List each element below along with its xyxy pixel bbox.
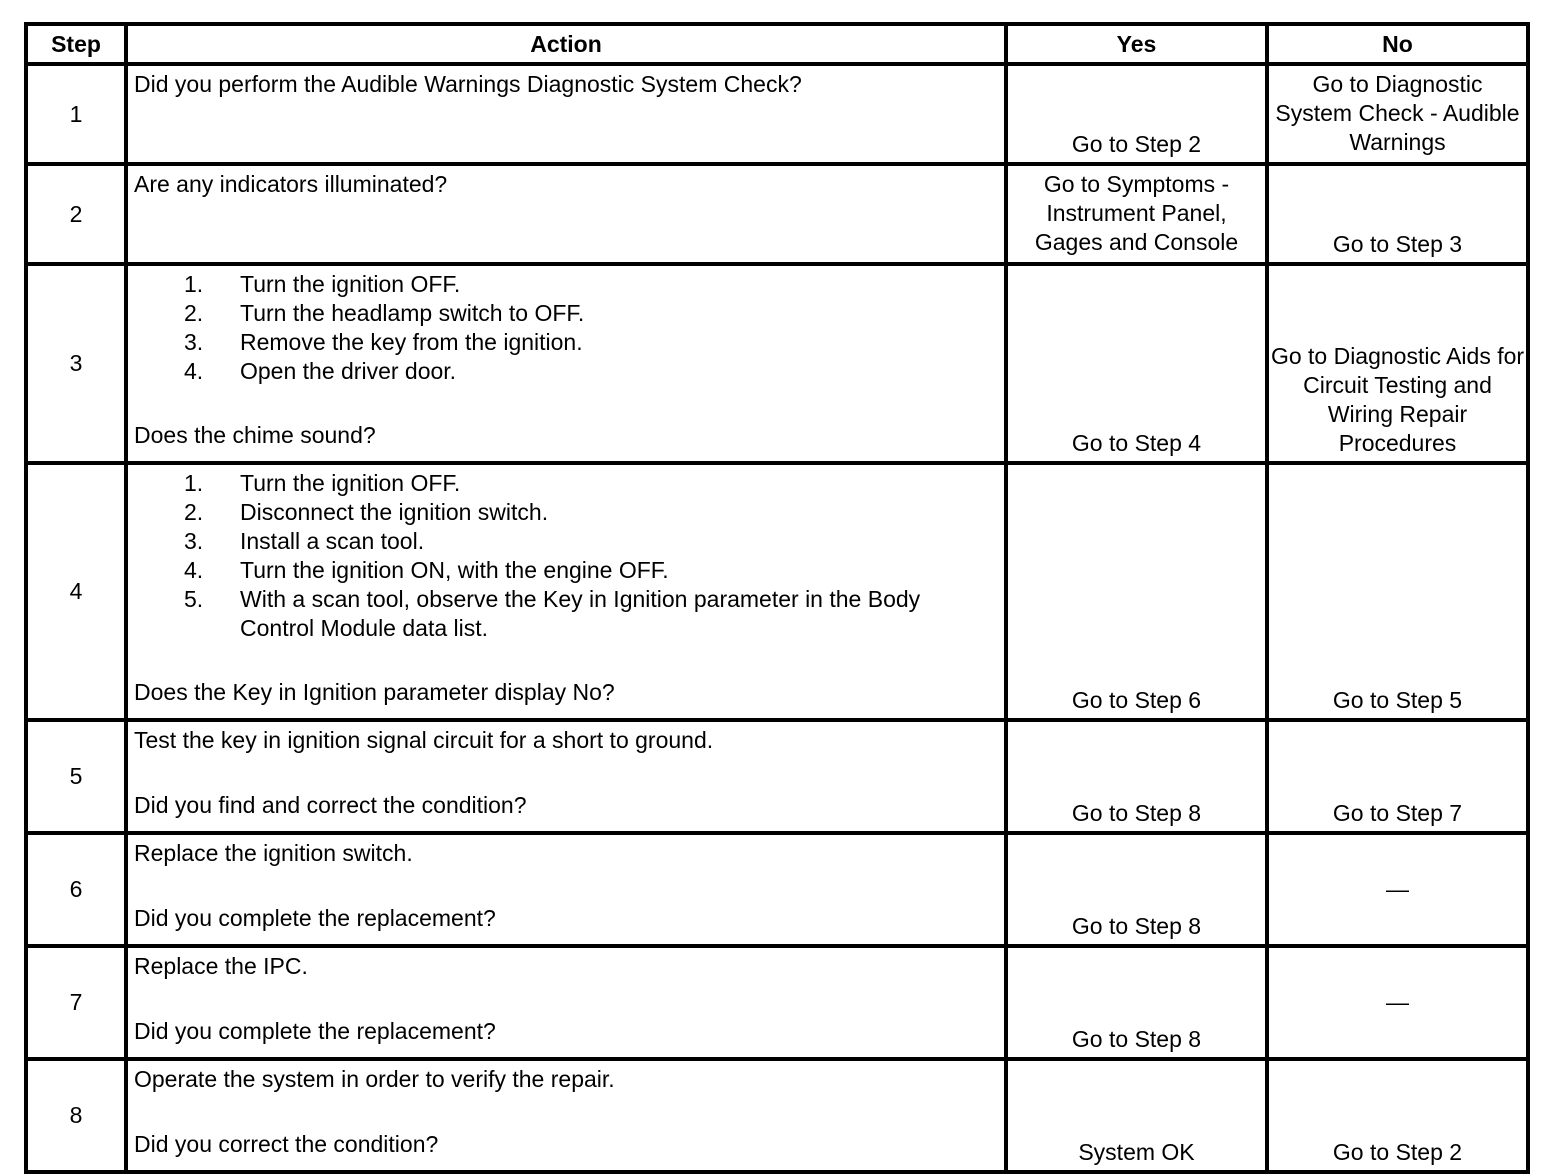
table-row [26,463,1528,720]
yes-result: Go to Symptoms - Instrument Panel, Gages and Console [1034,171,1239,255]
no-result: Go to Step 3 [1267,164,1528,264]
action-question: Does the chime sound? [134,422,376,448]
substep-item: 3. Install a scan tool. [184,528,425,554]
step-number: 1 [26,64,126,164]
action-cell [126,946,1006,1059]
substep-item: 4. Open the driver door. [184,358,457,384]
table-row [26,264,1528,463]
action-cell [126,463,1006,720]
table-row [26,164,1528,264]
action-instruction: Operate the system in order to verify the repair. [134,1066,615,1092]
table-row [26,1059,1528,1172]
no-result: Go to Step 7 [1267,720,1528,833]
action-instruction: Are any indicators illuminated? [134,171,448,197]
action-cell [126,833,1006,946]
action-cell [126,720,1006,833]
header-step: Step [26,24,126,64]
no-result: Go to Step 5 [1267,463,1528,720]
no-result-cell [1267,64,1528,164]
action-question: Did you find and correct the condition? [134,792,527,818]
step-number: 5 [26,720,126,833]
no-result: Go to Diagnostic System Check - Audible Warnings [1275,71,1520,155]
yes-result: Go to Step 6 [1006,463,1267,720]
header-row [26,24,1528,64]
table-row [26,946,1528,1059]
yes-result: Go to Step 8 [1006,946,1267,1059]
yes-result: Go to Step 2 [1006,64,1267,164]
yes-result: Go to Step 8 [1006,720,1267,833]
step-number: 2 [26,164,126,264]
header-no: No [1267,24,1528,64]
table-row [26,64,1528,164]
action-question: Did you complete the replacement? [134,1018,496,1044]
action-question: Does the Key in Ignition parameter display No? [134,679,615,705]
no-result: — [1267,833,1528,946]
substep-item: 1. Turn the ignition OFF. [184,470,461,496]
no-result: Go to Step 2 [1267,1059,1528,1172]
action-instruction: Did you perform the Audible Warnings Diagnostic System Check? [134,71,802,97]
action-cell [126,1059,1006,1172]
yes-result: Go to Step 8 [1006,833,1267,946]
action-cell [126,264,1006,463]
table-row [26,833,1528,946]
substep-item: 2. Turn the headlamp switch to OFF. [184,300,585,326]
action-instruction: Replace the IPC. [134,953,308,979]
substep-item: 2. Disconnect the ignition switch. [184,499,549,525]
action-cell [126,164,1006,264]
action-cell [126,64,1006,164]
action-instruction: Replace the ignition switch. [134,840,413,866]
step-number: 7 [26,946,126,1059]
header-yes: Yes [1006,24,1267,64]
substep-item: 4. Turn the ignition ON, with the engine OFF. [184,557,669,583]
header-action: Action [126,24,1006,64]
substep-list [134,270,998,386]
yes-result: System OK [1006,1059,1267,1172]
yes-result: Go to Step 4 [1006,264,1267,463]
step-number: 6 [26,833,126,946]
diagnostic-table [24,22,1530,1174]
action-instruction: Test the key in ignition signal circuit for a short to ground. [134,727,714,753]
yes-result-cell [1006,164,1267,264]
no-result: — [1267,946,1528,1059]
substep-item: 5. With a scan tool, observe the Key in Ignition parameter in the Body Control Module data list. [184,586,921,641]
no-result: Go to Diagnostic Aids for Circuit Testing and Wiring Repair Procedures [1267,264,1528,463]
step-number: 3 [26,264,126,463]
table-row [26,720,1528,833]
substep-item: 1. Turn the ignition OFF. [184,271,461,297]
action-question: Did you correct the condition? [134,1131,439,1157]
action-question: Did you complete the replacement? [134,905,496,931]
substep-list [134,469,998,643]
step-number: 4 [26,463,126,720]
step-number: 8 [26,1059,126,1172]
substep-item: 3. Remove the key from the ignition. [184,329,583,355]
